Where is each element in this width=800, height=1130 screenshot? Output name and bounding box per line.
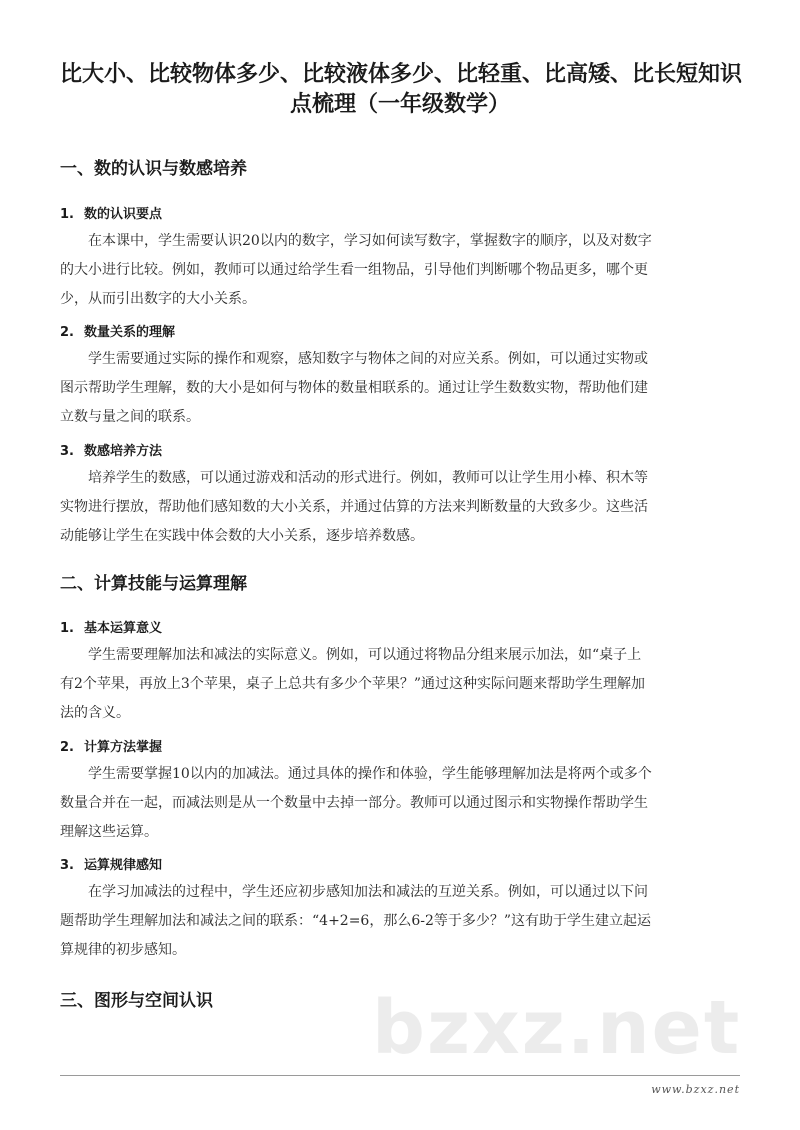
footer-divider: [60, 1075, 740, 1076]
subsection-heading: [60, 440, 162, 459]
paragraph: [60, 464, 748, 551]
paragraph-line: 实物进行摆放，帮助他们感知数的大小关系，并通过估算的方法来判断数量的大致多少。这些活: [60, 499, 648, 515]
paragraph-line: 学生需要理解加法和减法的实际意义。例如，可以通过将物品分组来展示加法，如“桌子上: [88, 647, 642, 663]
paragraph-line: 的大小进行比较。例如，教师可以通过给学生看一组物品，引导他们判断哪个物品更多，哪个更: [60, 262, 648, 278]
document-title: [60, 60, 743, 120]
section-heading: 二、计算技能与运算理解: [60, 574, 247, 594]
subsection-title: 数量关系的理解: [84, 325, 176, 340]
paragraph-line: 在本课中，学生需要认识20以内的数字，学习如何读写数字，掌握数字的顺序，以及对数字: [88, 233, 652, 249]
subsection-number: 2.: [60, 325, 74, 340]
subsection-number: 3.: [60, 858, 74, 873]
title-line: 点梳理（一年级数学）: [289, 92, 510, 117]
paragraph-line: 学生需要通过实际的操作和观察，感知数字与物体之间的对应关系。例如，可以通过实物或: [88, 351, 648, 367]
paragraph-line: 法的含义。: [60, 705, 130, 721]
subsection-heading: [60, 321, 175, 340]
subsection-title: 运算规律感知: [84, 858, 163, 873]
paragraph-line: 培养学生的数感，可以通过游戏和活动的形式进行。例如，教师可以让学生用小棒、积木等: [88, 470, 648, 486]
paragraph: [60, 641, 748, 728]
paragraph: [60, 760, 748, 847]
paragraph-line: 题帮助学生理解加法和减法之间的联系：“4+2=6，那么6-2等于多少？”这有助于学生建立起运: [60, 913, 652, 929]
paragraph: [60, 227, 748, 314]
subsection-title: 数感培养方法: [84, 444, 163, 459]
paragraph-line: 动能够让学生在实践中体会数的大小关系，逐步培养数感。: [60, 528, 424, 544]
paragraph-line: 学生需要掌握10以内的加减法。通过具体的操作和体验，学生能够理解加法是将两个或多个: [88, 766, 652, 782]
subsection-heading: [60, 736, 162, 755]
paragraph: [60, 878, 748, 965]
section-heading: 三、图形与空间认识: [60, 991, 213, 1011]
subsection-number: 1.: [60, 621, 74, 636]
section-heading: 一、数的认识与数感培养: [60, 159, 247, 179]
subsection-heading: [60, 617, 162, 636]
paragraph-line: 理解这些运算。: [60, 824, 158, 840]
paragraph-line: 有2个苹果，再放上3个苹果，桌子上总共有多少个苹果？”通过这种实际问题来帮助学生理解加: [60, 676, 645, 692]
subsection-number: 3.: [60, 444, 74, 459]
paragraph: [60, 345, 748, 432]
subsection-title: 基本运算意义: [84, 621, 163, 636]
subsection-title: 计算方法掌握: [84, 740, 163, 755]
subsection-heading: [60, 854, 162, 873]
subsection-number: 2.: [60, 740, 74, 755]
paragraph-line: 数量合并在一起，而减法则是从一个数量中去掉一部分。教师可以通过图示和实物操作帮助学生: [60, 795, 648, 811]
subsection-number: 1.: [60, 207, 74, 222]
paragraph-line: 算规律的初步感知。: [60, 942, 186, 958]
subsection-title: 数的认识要点: [84, 207, 163, 222]
paragraph-line: 立数与量之间的联系。: [60, 409, 200, 425]
footer-url: www.bzxz.net: [651, 1083, 740, 1096]
paragraph-line: 图示帮助学生理解，数的大小是如何与物体的数量相联系的。通过让学生数数实物，帮助他们建: [60, 380, 648, 396]
title-line: 比大小、比较物体多少、比较液体多少、比轻重、比高矮、比长短知识: [60, 62, 743, 87]
paragraph-line: 在学习加减法的过程中，学生还应初步感知加法和减法的互逆关系。例如，可以通过以下问: [88, 884, 648, 900]
subsection-heading: [60, 203, 162, 222]
watermark: bzxz.net: [372, 985, 742, 1071]
paragraph-line: 少，从而引出数字的大小关系。: [60, 291, 256, 307]
